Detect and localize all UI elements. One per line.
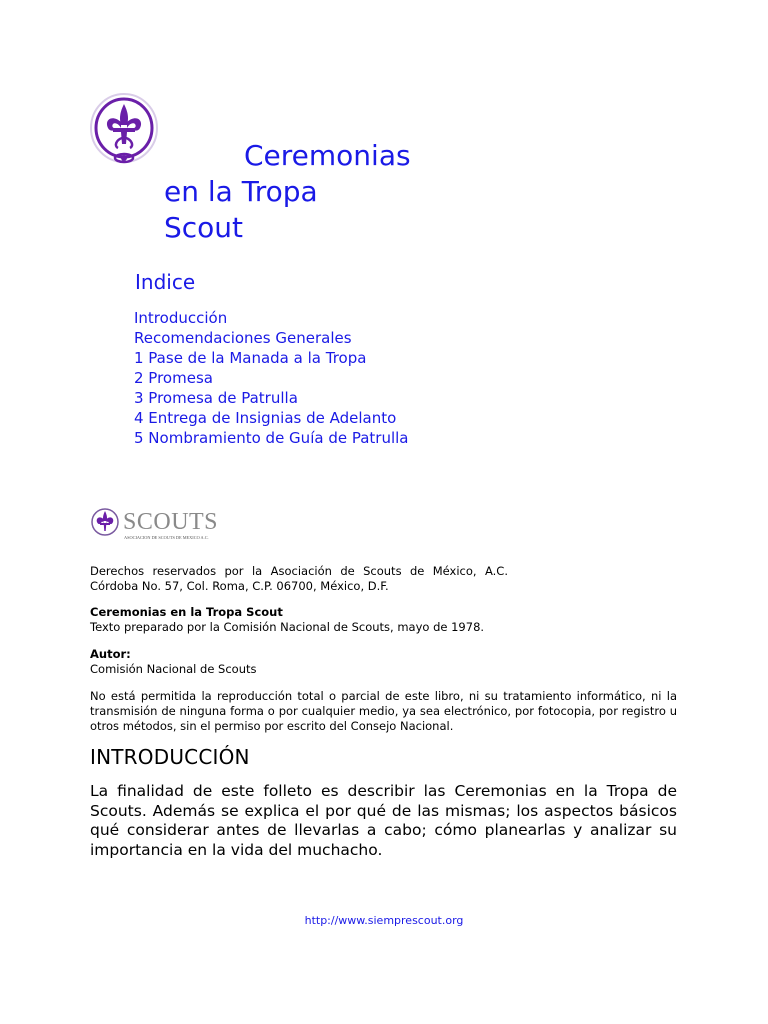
toc-item-introduccion[interactable]: Introducción: [134, 309, 228, 327]
logo-subtitle: ASOCIACION DE SCOUTS DE MEXICO A.C.: [124, 535, 209, 540]
intro-heading: INTRODUCCIÓN: [90, 745, 250, 769]
toc-item-recomendaciones[interactable]: Recomendaciones Generales: [134, 329, 352, 347]
scouts-wordmark: SCOUTS: [123, 509, 219, 535]
title-line-2: en la Tropa: [164, 175, 318, 208]
work-description: Texto preparado por la Comisión Nacional de Scouts, mayo de 1978.: [90, 620, 485, 634]
author-info: [90, 647, 257, 677]
toc-item-insignias[interactable]: 4 Entrega de Insignias de Adelanto: [134, 409, 397, 427]
legal-notice: No está permitida la reproducción total o parcial de este libro, ni su tratamiento informático, ni la transmisión de ninguna forma o por cualquier medio, ya sea electrónico, por fotocopia, por registro u otros métodos, sin el permiso por escrito del Consejo Nacional.: [90, 689, 677, 733]
toc-item-promesa-patrulla[interactable]: 3 Promesa de Patrulla: [134, 389, 298, 407]
footer-website-link[interactable]: http://www.siemprescout.org: [304, 914, 464, 927]
toc-item-promesa[interactable]: 2 Promesa: [134, 369, 213, 387]
index-heading: Indice: [135, 270, 196, 294]
toc-item-guia-patrulla[interactable]: 5 Nombramiento de Guía de Patrulla: [134, 429, 409, 447]
author-name: Comisión Nacional de Scouts: [90, 662, 257, 676]
scouts-association-logo: [90, 502, 230, 544]
toc-item-pase-manada[interactable]: 1 Pase de la Manada a la Tropa: [134, 349, 367, 367]
work-title: Ceremonias en la Tropa Scout: [90, 605, 283, 619]
intro-paragraph: La finalidad de este folleto es describir las Ceremonias en la Tropa de Scouts. Además se explica el por qué de las mismas; los aspectos básicos qué considerar antes de llevarlas a cabo; cómo planearlas y analizar su importancia en la vida del muchacho.: [90, 782, 677, 859]
title-line-3: Scout: [164, 211, 244, 244]
rights-block: [90, 564, 508, 594]
fleur-de-lis-emblem-icon: [88, 92, 160, 172]
rights-line-1: Derechos reservados por la Asociación de Scouts de México, A.C.: [90, 564, 508, 578]
author-label: Autor:: [90, 647, 131, 661]
work-info: [90, 605, 484, 635]
title-line-1: Ceremonias: [244, 139, 411, 172]
table-of-contents: [134, 308, 408, 448]
rights-line-2: Córdoba No. 57, Col. Roma, C.P. 06700, México, D.F.: [90, 579, 389, 593]
